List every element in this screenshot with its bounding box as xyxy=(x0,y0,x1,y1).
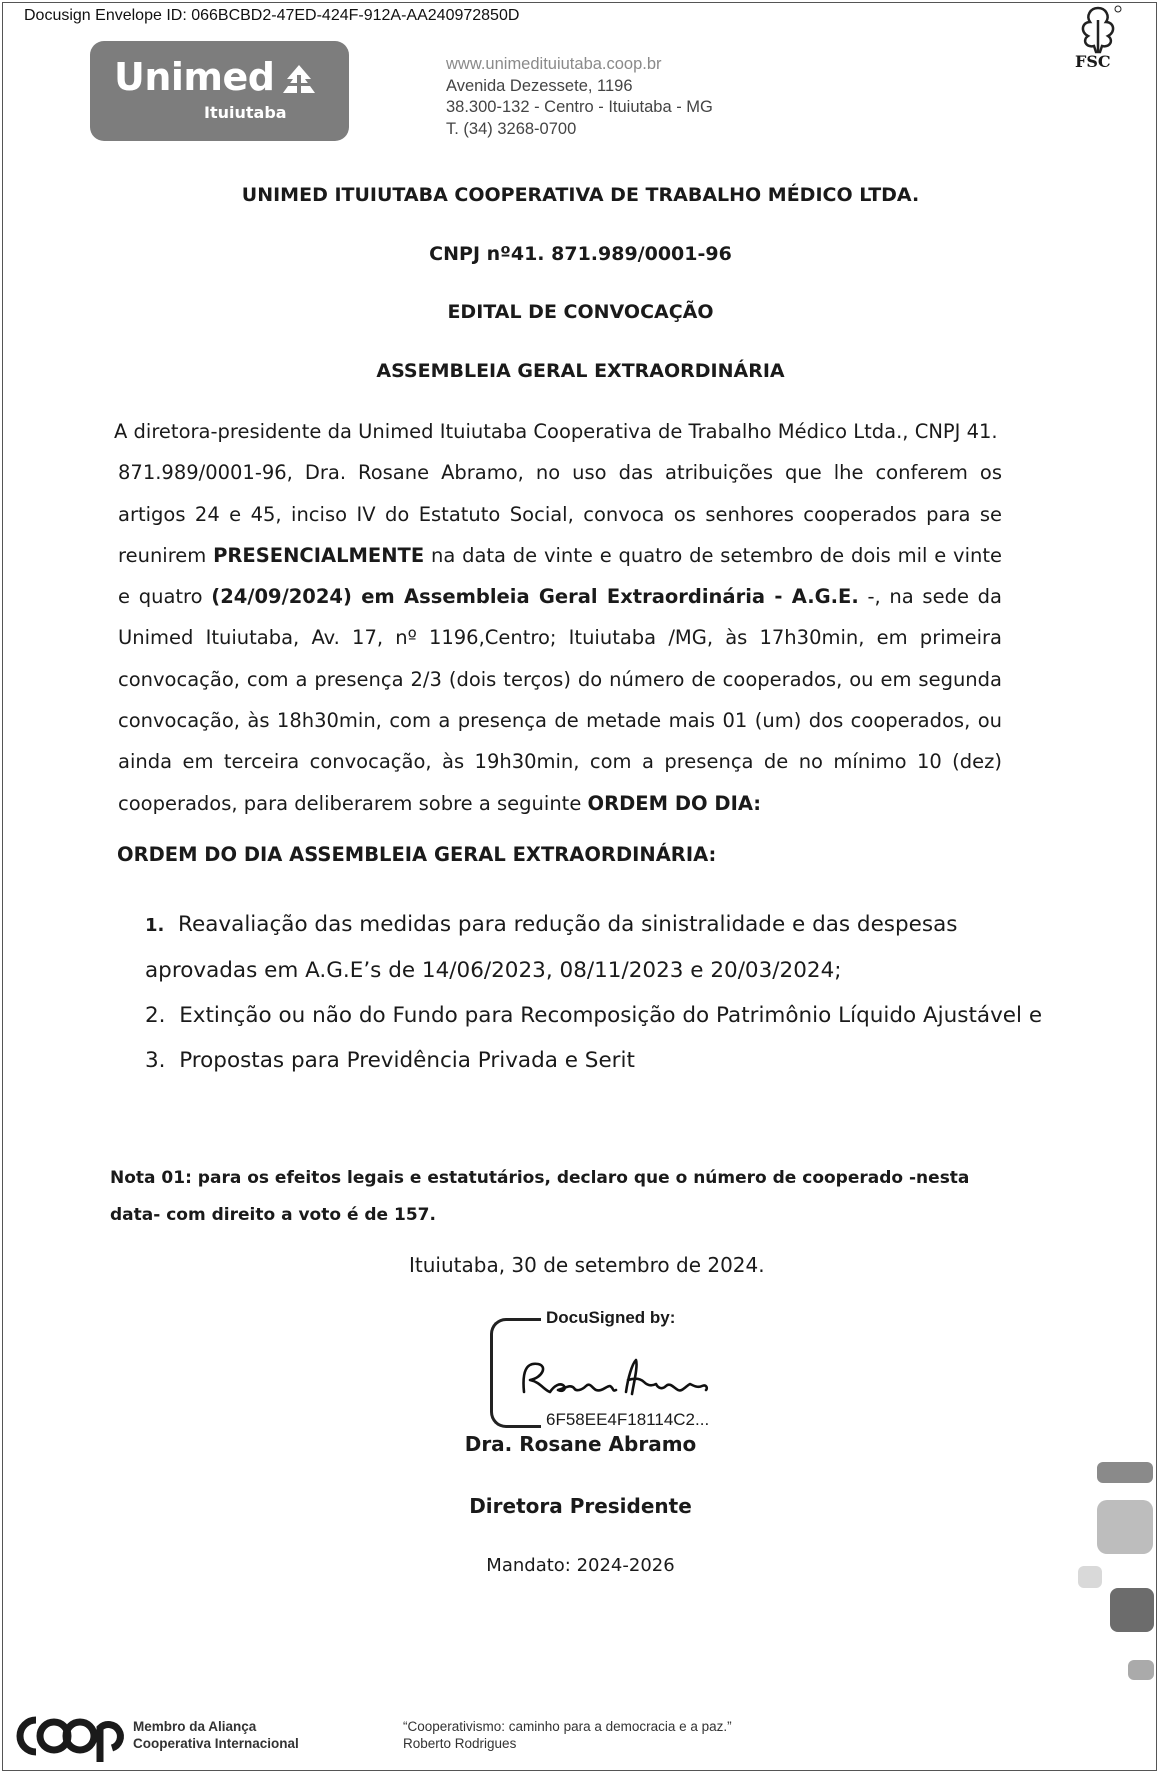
presencial-emphasis: PRESENCIALMENTE xyxy=(213,543,425,567)
decorative-shape xyxy=(1097,1462,1153,1483)
website: www.unimedituiutaba.coop.br xyxy=(446,55,662,73)
decorative-shape xyxy=(1128,1660,1154,1680)
quote-author: Roberto Rodrigues xyxy=(403,1736,517,1751)
agenda-item xyxy=(145,993,1075,1038)
alliance-membership xyxy=(133,1718,299,1752)
agenda-title: ORDEM DO DIA ASSEMBLEIA GERAL EXTRAORDINÁRIA: xyxy=(117,843,717,866)
logo-city: Ituiutaba xyxy=(204,103,287,122)
member-line-2: Cooperativa Internacional xyxy=(133,1736,299,1751)
docusign-id: 6F58EE4F18114C2... xyxy=(546,1410,710,1429)
address-line-2: 38.300-132 - Centro - Ituiutaba - MG xyxy=(446,98,713,116)
assembleia-heading: ASSEMBLEIA GERAL EXTRAORDINÁRIA xyxy=(376,360,785,382)
signatory-name: Dra. Rosane Abramo xyxy=(464,1432,697,1456)
paragraph-text-4: -, na sede da Unimed Ituiutaba, Av. 17, nº 1196,Centro; Ituiutaba /MG, às 17h30min, em primeira convocação, com a presença 2/3 (dois terços) do número de cooperados, ou em segunda convocação, às 18h30min, com a presença de metade mais 01 (um) dos cooperados, ou ainda em terceira convocação, às 19h30min, com a presença de no mínimo 10 (dez) cooperados, para deliberarem sobre a seguinte xyxy=(118,585,1002,815)
agenda-number: 2. xyxy=(145,1003,166,1028)
decorative-shape xyxy=(1110,1588,1154,1632)
envelope-id: Docusign Envelope ID: 066BCBD2-47ED-424F-912A-AA240972850D xyxy=(24,7,520,24)
unimed-logo xyxy=(90,41,349,141)
mandate: Mandato: 2024-2026 xyxy=(486,1555,675,1576)
agenda-text: Extinção ou não do Fundo para Recomposição do Patrimônio Líquido Ajustável e xyxy=(179,1003,1043,1028)
paragraph-line-1: A diretora-presidente da Unimed Ituiutaba Cooperativa de Trabalho Médico Ltda., CNPJ 41. xyxy=(114,420,998,443)
footer-quote xyxy=(403,1718,732,1752)
address-line-1: Avenida Dezessete, 1196 xyxy=(446,76,633,95)
phone: T. (34) 3268-0700 xyxy=(446,119,577,138)
coop-logo xyxy=(8,1708,128,1764)
handwritten-signature xyxy=(516,1352,716,1402)
logo-brand: Unimed xyxy=(114,55,275,99)
agenda-list xyxy=(145,902,1075,1083)
agenda-number: 3. xyxy=(145,1048,166,1073)
decorative-shape xyxy=(1078,1566,1102,1588)
docusign-label: DocuSigned by: xyxy=(546,1308,676,1327)
agenda-number: 1. xyxy=(145,915,165,936)
paragraph-text-2: 871.989/0001-96, Dra. Rosane Abramo, no uso das atribuições que lhe conferem os artigos 24 e 45, inciso IV do Estatuto Social, convoca os senhores cooperados para se reunirem xyxy=(118,461,1002,567)
agenda-item xyxy=(145,902,1075,993)
paragraph-text-3: na data de vinte e quatro de setembro de dois mil e vinte e quatro xyxy=(118,543,1003,609)
place-date: Ituiutaba, 30 de setembro de 2024. xyxy=(409,1253,765,1277)
docusign-block xyxy=(490,1308,720,1429)
signatory-role: Diretora Presidente xyxy=(469,1494,692,1518)
date-emphasis: (24/09/2024) em Assembleia Geral Extraordinária - A.G.E. xyxy=(211,585,859,609)
company-heading: UNIMED ITUIUTABA COOPERATIVA DE TRABALHO MÉDICO LTDA. xyxy=(241,184,920,206)
cnpj-heading: CNPJ nº41. 871.989/0001-96 xyxy=(429,243,732,265)
fsc-label: FSC xyxy=(1075,52,1111,71)
member-line-1: Membro da Aliança xyxy=(133,1719,257,1734)
decorative-shape xyxy=(1097,1500,1153,1554)
agenda-item xyxy=(145,1038,1075,1083)
ordem-emphasis: ORDEM DO DIA: xyxy=(587,791,762,815)
letterhead-address xyxy=(446,54,713,140)
quote-text: “Cooperativismo: caminho para a democracia e a paz.” xyxy=(403,1719,732,1734)
agenda-text: Reavaliação das medidas para redução da sinistralidade e das despesas aprovadas em A.G.E’s de 14/06/2023, 08/11/2023 e 20/03/2024; xyxy=(145,912,958,983)
edital-heading: EDITAL DE CONVOCAÇÃO xyxy=(447,301,714,323)
unimed-tree-icon xyxy=(277,63,321,99)
agenda-text: Propostas para Previdência Privada e Serit xyxy=(179,1048,635,1073)
nota-01: Nota 01: para os efeitos legais e estatutários, declaro que o número de cooperado -nesta data- com direito a voto é de 157. xyxy=(110,1168,970,1225)
convocation-paragraph xyxy=(114,411,1003,824)
